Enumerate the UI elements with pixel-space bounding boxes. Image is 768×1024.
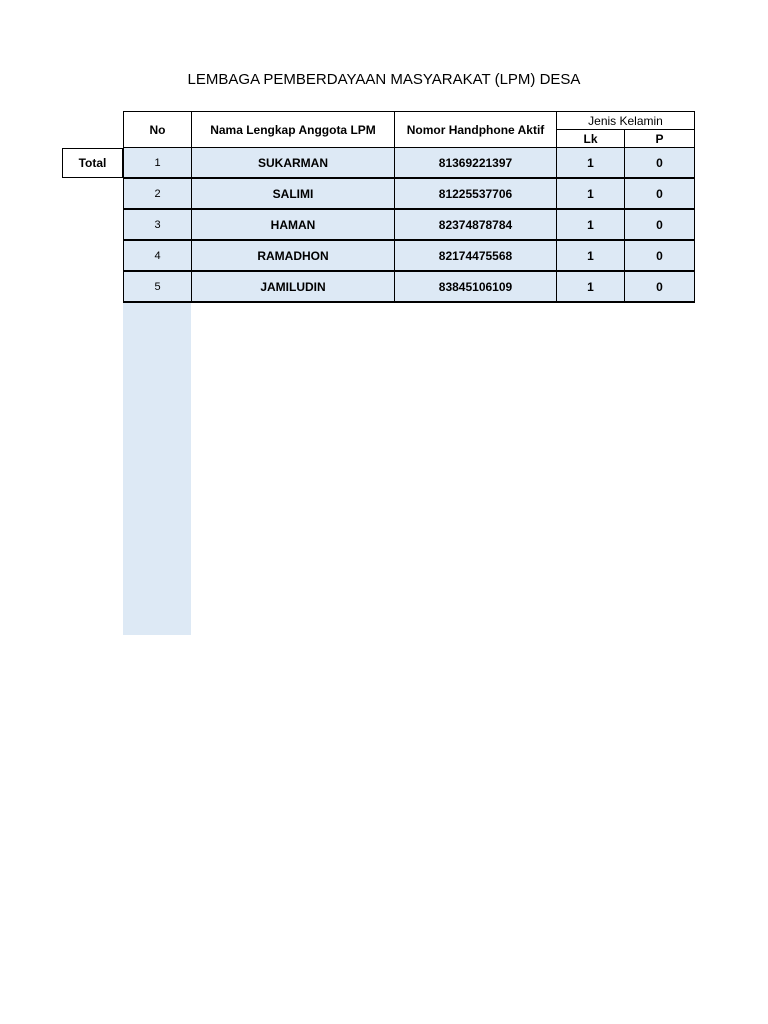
shaded-column-fill: [123, 303, 191, 635]
cell-nama: SALIMI: [192, 178, 395, 209]
cell-no: 5: [124, 271, 192, 302]
cell-no: 2: [124, 178, 192, 209]
table-row: [124, 178, 695, 209]
cell-nama: JAMILUDIN: [192, 271, 395, 302]
header-no: No: [124, 112, 192, 148]
cell-hp: 81225537706: [395, 178, 557, 209]
cell-nama: HAMAN: [192, 209, 395, 240]
cell-lk: 1: [557, 209, 625, 240]
header-jenis-kelamin: Jenis Kelamin: [557, 112, 695, 130]
document-title-text: LEMBAGA PEMBERDAYAAN MASYARAKAT (LPM) DESA: [187, 71, 581, 88]
cell-hp: 83845106109: [395, 271, 557, 302]
cell-nama: RAMADHON: [192, 240, 395, 271]
cell-p: 0: [625, 178, 695, 209]
members-table: [123, 111, 695, 303]
document-title: [0, 71, 768, 88]
header-nama: Nama Lengkap Anggota LPM: [192, 112, 395, 148]
table-row: [124, 148, 695, 179]
cell-hp: 82174475568: [395, 240, 557, 271]
table-row: [124, 271, 695, 302]
table-row: [124, 209, 695, 240]
cell-lk: 1: [557, 271, 625, 302]
cell-nama: SUKARMAN: [192, 148, 395, 179]
cell-lk: 1: [557, 240, 625, 271]
cell-no: 1: [124, 148, 192, 179]
cell-no: 4: [124, 240, 192, 271]
cell-no: 3: [124, 209, 192, 240]
total-label-cell: Total: [62, 148, 123, 178]
cell-lk: 1: [557, 148, 625, 179]
header-hp: Nomor Handphone Aktif: [395, 112, 557, 148]
cell-p: 0: [625, 271, 695, 302]
cell-hp: 82374878784: [395, 209, 557, 240]
cell-p: 0: [625, 148, 695, 179]
table-row: [124, 240, 695, 271]
cell-hp: 81369221397: [395, 148, 557, 179]
header-lk: Lk: [557, 130, 625, 148]
table-header-row: [124, 112, 695, 130]
cell-p: 0: [625, 240, 695, 271]
header-p: P: [625, 130, 695, 148]
cell-p: 0: [625, 209, 695, 240]
cell-lk: 1: [557, 178, 625, 209]
